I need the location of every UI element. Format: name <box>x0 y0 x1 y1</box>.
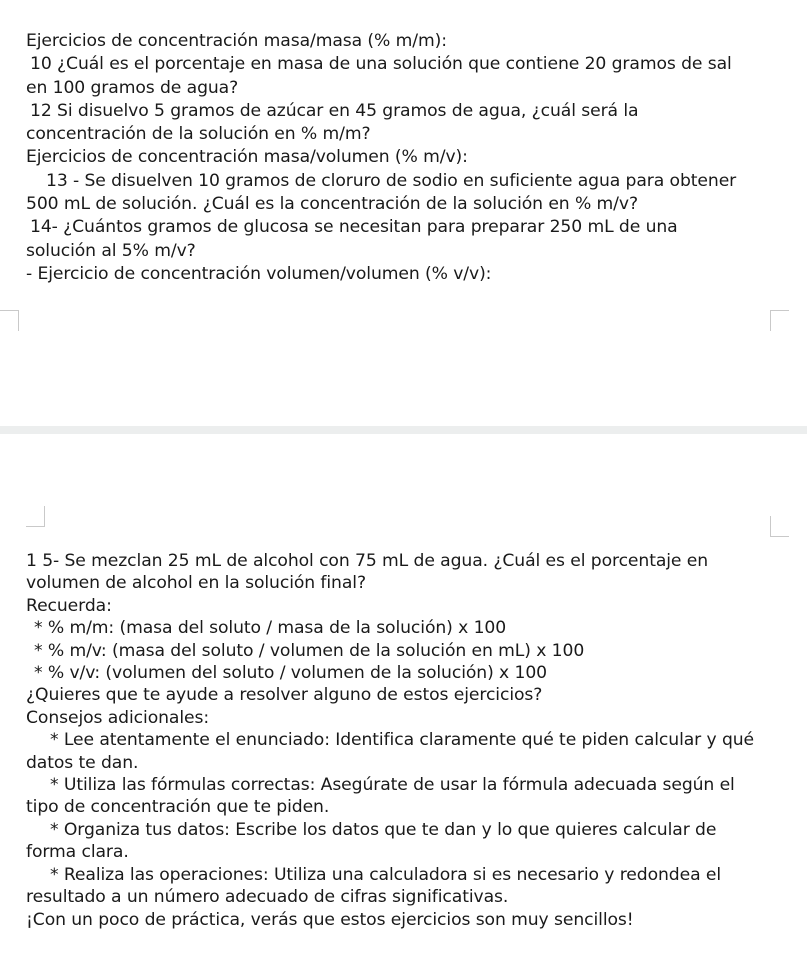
exercise-13-line-1: 13 - Se disuelven 10 gramos de cloruro de sodio en suficiente agua para obtener <box>46 170 737 191</box>
crop-corner-top-right <box>770 310 789 331</box>
crop-corner-top-left <box>0 310 19 331</box>
exercise-15-line-1: 1 5- Se mezclan 25 mL de alcohol con 75 mL de agua. ¿Cuál es el porcentaje en <box>26 551 709 571</box>
crop-corner-bottom-left <box>26 506 45 527</box>
tip-1-line-1: * Lee atentamente el enunciado: Identifica claramente qué te piden calcular y qué <box>50 730 755 751</box>
exercise-12-line-1: 12 Si disuelvo 5 gramos de azúcar en 45 gramos de agua, ¿cuál será la <box>30 100 639 121</box>
tip-1-line-2: datos te dan. <box>26 752 139 773</box>
formula-masa-masa: * % m/m: (masa del soluto / masa de la solución) x 100 <box>34 618 507 639</box>
exercise-10-line-1: 10 ¿Cuál es el porcentaje en masa de una solución que contiene 20 gramos de sal <box>30 54 732 75</box>
heading-masa-volumen: Ejercicios de concentración masa/volumen (% m/v): <box>26 147 468 168</box>
recuerda-label: Recuerda: <box>26 595 112 616</box>
exercise-14-line-1: 14- ¿Cuántos gramos de glucosa se necesitan para preparar 250 mL de una <box>30 217 678 238</box>
section-divider <box>0 426 807 434</box>
tip-3-line-1: * Organiza tus datos: Escribe los datos que te dan y lo que quieres calcular de <box>50 819 717 840</box>
exercise-12-line-2: concentración de la solución en % m/m? <box>26 124 371 145</box>
exercise-14-line-2: solución al 5% m/v? <box>26 240 196 261</box>
heading-masa-masa: Ejercicios de concentración masa/masa (% m/m): <box>26 31 447 51</box>
exercise-10-line-2: en 100 gramos de agua? <box>26 77 239 98</box>
tip-4-line-1: * Realiza las operaciones: Utiliza una calculadora si es necesario y redondea el <box>50 864 722 885</box>
heading-volumen-volumen: - Ejercicio de concentración volumen/volumen (% v/v): <box>26 263 492 284</box>
help-question: ¿Quieres que te ayude a resolver alguno de estos ejercicios? <box>26 685 543 706</box>
tip-4-line-2: resultado a un número adecuado de cifras significativas. <box>26 887 509 908</box>
formula-volumen-volumen: * % v/v: (volumen del soluto / volumen de la solución) x 100 <box>34 663 547 684</box>
bottom-photo-section <box>0 434 807 957</box>
tip-3-line-2: forma clara. <box>26 842 129 863</box>
tip-2-line-1: * Utiliza las fórmulas correctas: Asegúrate de usar la fórmula adecuada según el <box>50 775 735 796</box>
formula-masa-volumen: * % m/v: (masa del soluto / volumen de la solución en mL) x 100 <box>34 640 585 661</box>
top-photo-section <box>0 0 807 426</box>
closing-line: ¡Con un poco de práctica, verás que estos ejercicios son muy sencillos! <box>26 909 634 930</box>
tip-2-line-2: tipo de concentración que te piden. <box>26 797 330 818</box>
consejos-heading: Consejos adicionales: <box>26 707 210 728</box>
exercise-13-line-2: 500 mL de solución. ¿Cuál es la concentración de la solución en % m/v? <box>26 194 638 215</box>
exercise-15-line-2: volumen de alcohol en la solución final? <box>26 573 366 594</box>
crop-corner-bottom-right <box>770 516 789 537</box>
